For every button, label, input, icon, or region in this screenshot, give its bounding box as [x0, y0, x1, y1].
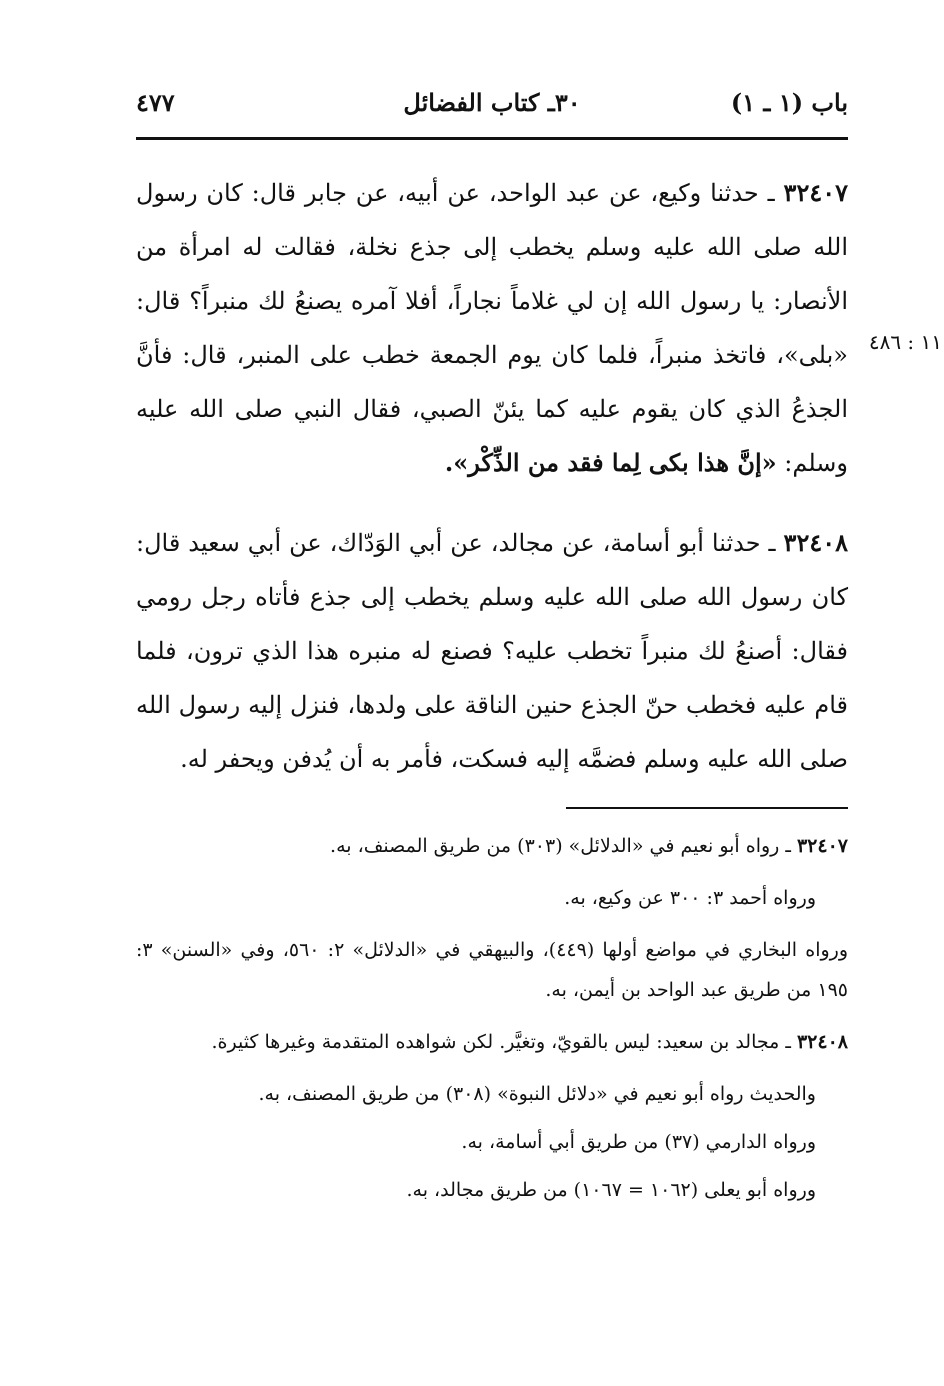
hadith-text: ـ حدثنا أبو أسامة، عن مجالد، عن أبي الوَدّاك، عن أبي سعيد قال: كان رسول الله صلى الله عليه وسلم يخطب إلى جذع فأتاه رجل رومي فقال: أصنعُ لك منبراً تخطب عليه؟ فصنع له منبره هذا الذي ترون، فلما قام عليه فخطب حنّ الجذع حنين الناقة على ولدها، فنزل إليه رسول الله صلى الله عليه وسلم فضمَّه إليه فسكت، فأمر به أن يُدفن ويحفر له. [136, 529, 848, 773]
book-title: ٣٠ـ كتاب الفضائل [403, 88, 581, 117]
footnote-text: ورواه الدارمي (٣٧) من طريق أبي أسامة، به. [461, 1131, 816, 1153]
footnote-text: والحديث رواه أبو نعيم في «دلائل النبوة» (٣٠٨) من طريق المصنف، به. [258, 1083, 816, 1105]
footnote-text: ورواه أحمد ٣: ٣٠٠ عن وكيع، به. [564, 887, 816, 909]
hadith-text: ـ حدثنا وكيع، عن عبد الواحد، عن أبيه، عن جابر قال: كان رسول الله صلى الله عليه وسلم يخطب إلى جذع نخلة، فقالت له امرأة من الأنصار: يا رسول الله إن لي غلاماً نجاراً، أفلا آمره يصنعُ لك منبراً؟ قال: «بلى»، فاتخذ منبراً، فلما كان يوم الجمعة خطب على المنبر، قال: فأنَّ الجذعُ الذي كان يقوم عليه كما يئنّ الصبي، فقال النبي صلى الله عليه وسلم: [136, 179, 848, 477]
footnote-number: ٣٢٤٠٧ [796, 835, 848, 857]
footnote-text: ـ رواه أبو نعيم في «الدلائل» (٣٠٣) من طريق المصنف، به. [330, 835, 797, 857]
chapter-heading: باب (١ ـ ١) [730, 88, 848, 117]
main-text [136, 166, 848, 786]
footnote [136, 1074, 848, 1114]
footnote [136, 930, 848, 1010]
header-rule [136, 137, 848, 140]
footnote-separator [566, 807, 848, 809]
hadith-quote: «إنَّ هذا بكى لِما فقد من الذِّكْر» [453, 448, 777, 477]
footnote [136, 1022, 848, 1062]
footnote-text: ورواه البخاري في مواضع أولها (٤٤٩)، والبيهقي في «الدلائل» ٢: ٥٦٠، وفي «السنن» ٣: ١٩٥ من طريق عبد الواحد بن أيمن، به. [136, 939, 849, 1001]
hadith-number: ٣٢٤٠٨ [783, 528, 848, 557]
footnote-text: ورواه أبو يعلى (١٠٦٢ = ١٠٦٧) من طريق مجالد، به. [406, 1179, 816, 1201]
hadith-paragraph [136, 166, 848, 490]
footnote [136, 1122, 848, 1162]
page-number: ٤٧٧ [136, 88, 175, 117]
footnote [136, 826, 848, 866]
footnote [136, 1170, 848, 1210]
footnote [136, 878, 848, 918]
running-header [136, 88, 848, 132]
footnote-text: ـ مجالد بن سعيد: ليس بالقويّ، وتغيَّر. لكن شواهده المتقدمة وغيرها كثيرة. [211, 1031, 797, 1053]
footnotes [136, 826, 848, 1218]
hadith-paragraph [136, 516, 848, 786]
margin-reference: ١١ : ٤٨٦ [868, 330, 942, 354]
footnote-number: ٣٢٤٠٨ [796, 1031, 848, 1053]
hadith-number: ٣٢٤٠٧ [783, 178, 848, 207]
hadith-end: . [444, 448, 454, 477]
